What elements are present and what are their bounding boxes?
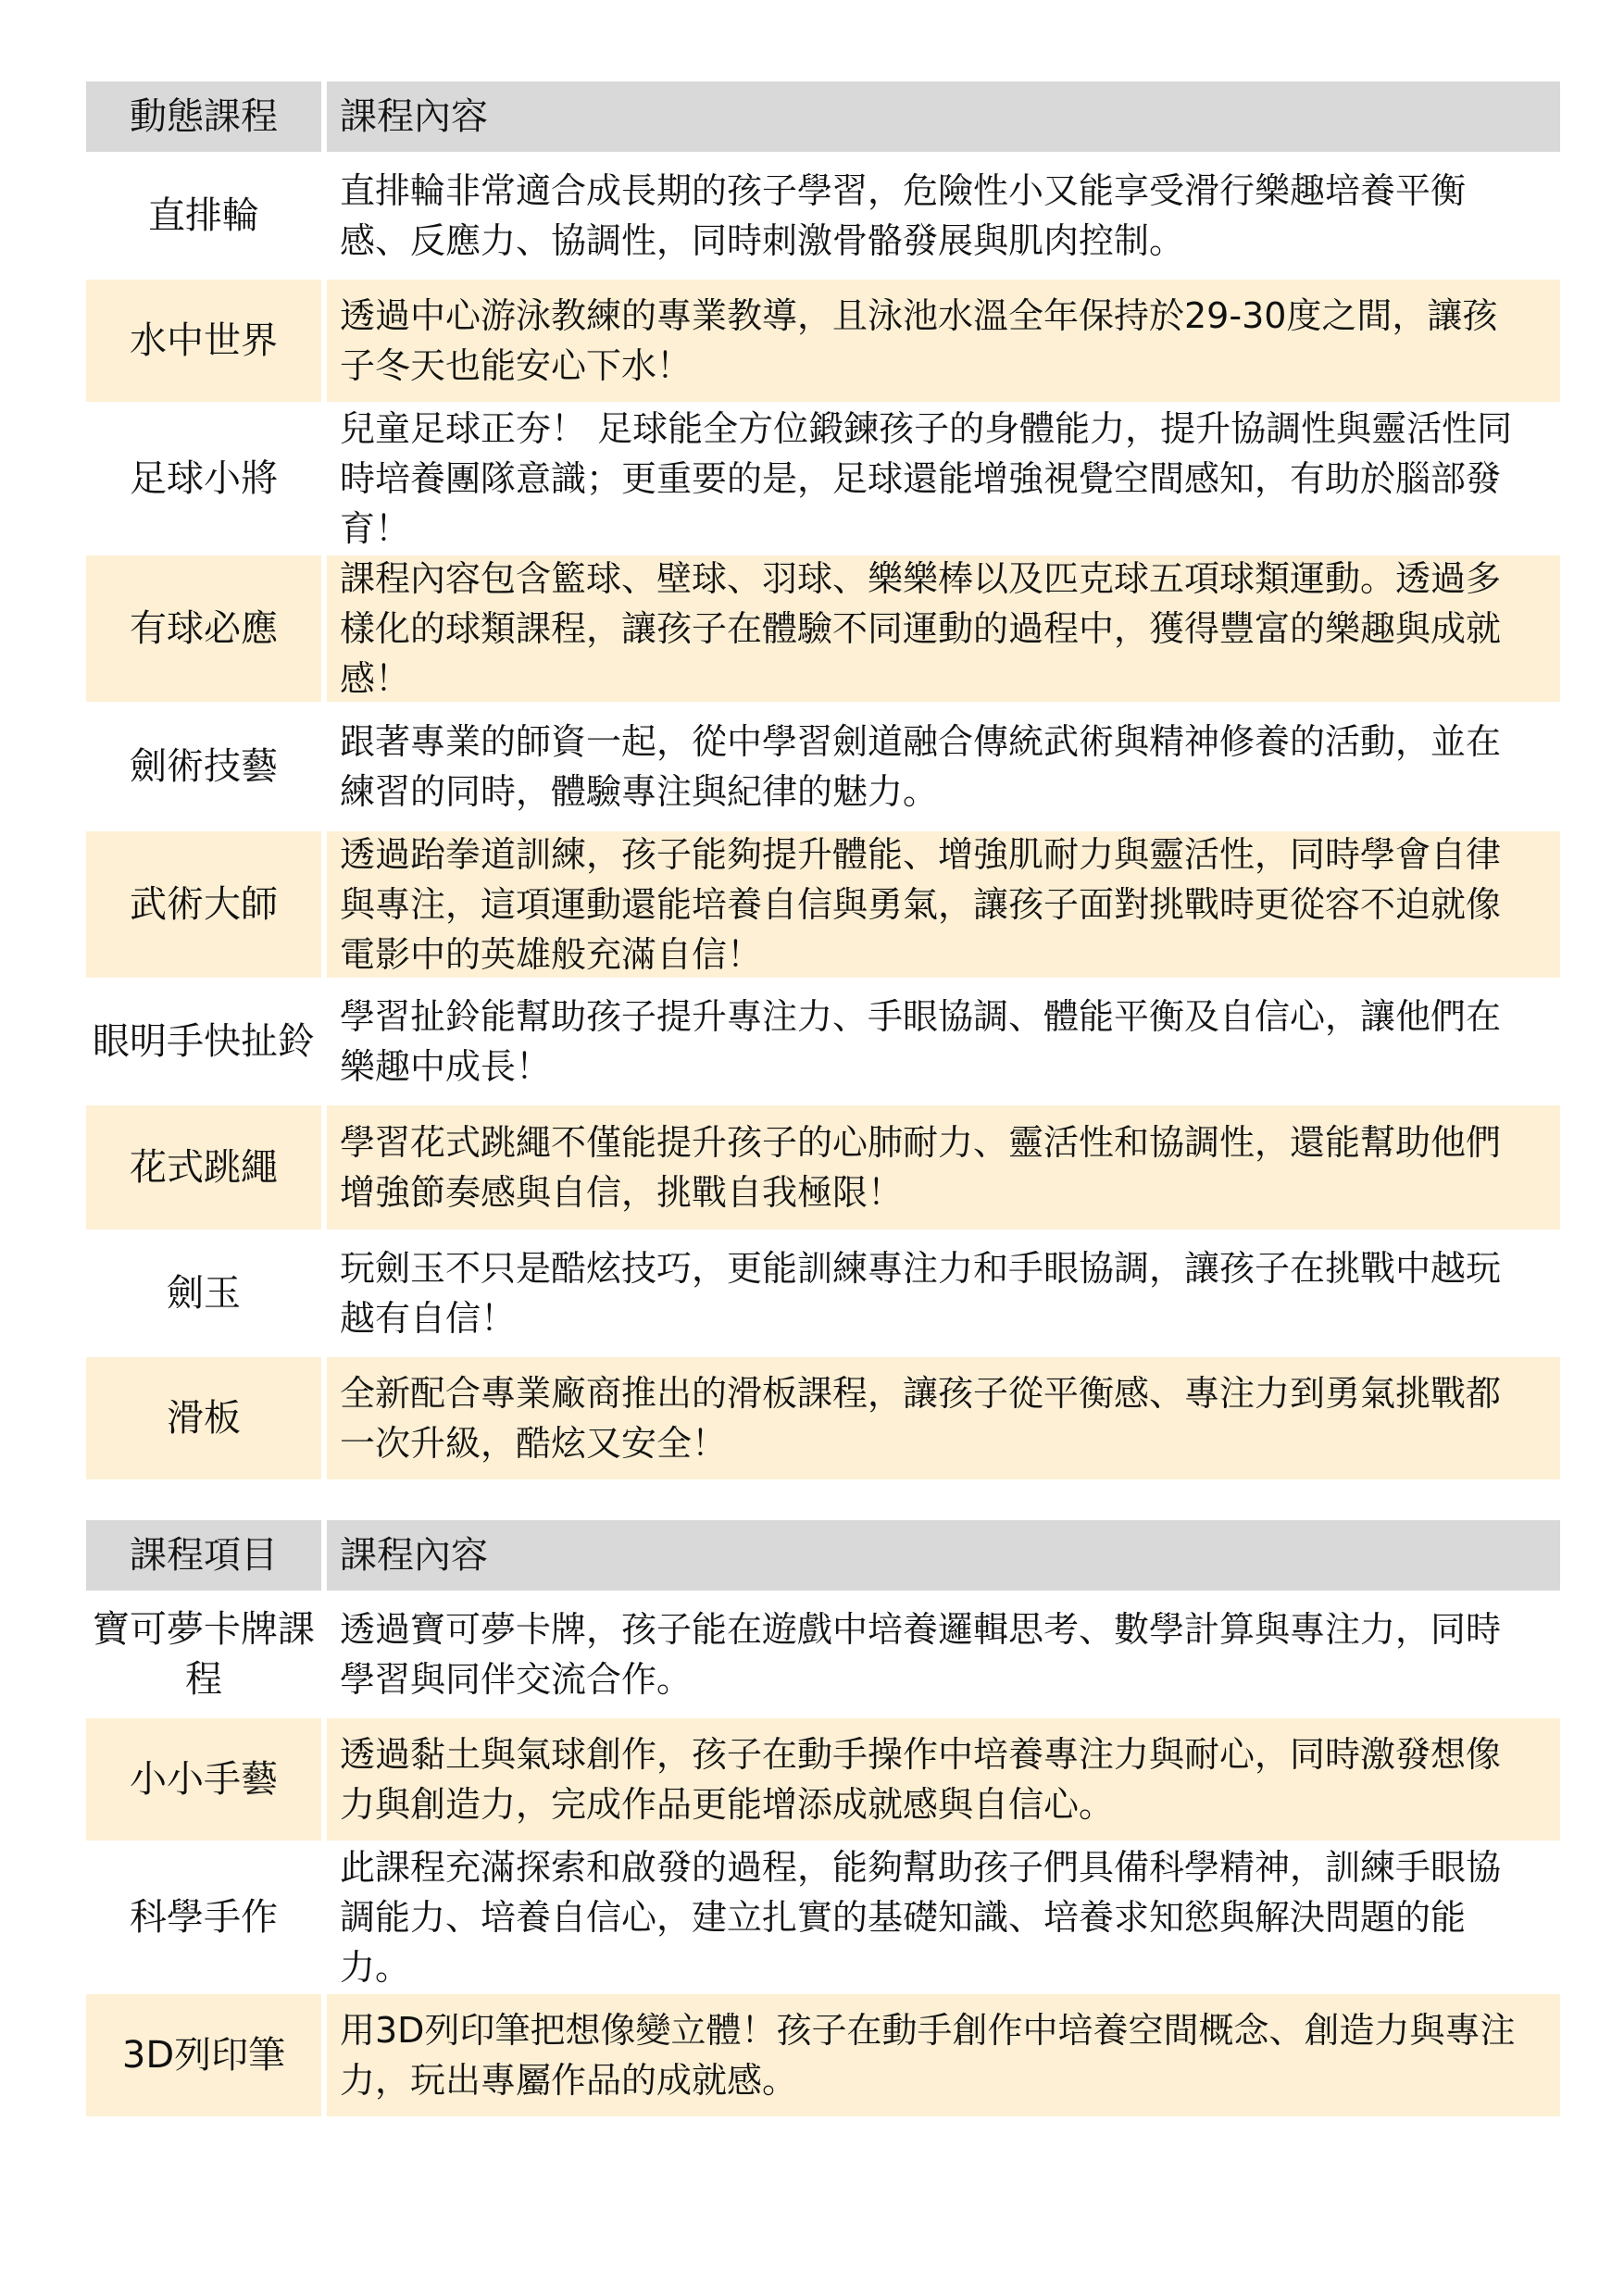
course-name: 3D列印筆 bbox=[86, 1994, 327, 2116]
column-header-content: 課程內容 bbox=[340, 95, 488, 138]
course-description: 兒童足球正夯！ 足球能全方位鍛鍊孩子的身體能力，提升協調性與靈活性同時培養團隊意識；更重要的是，足球還能增強視覺空間感知，有助於腦部發育！ bbox=[340, 408, 1513, 549]
course-name: 水中世界 bbox=[86, 280, 327, 402]
course-items-table bbox=[86, 1520, 1560, 2118]
course-name: 小小手藝 bbox=[86, 1718, 327, 1841]
table-row bbox=[86, 980, 1560, 1105]
course-name: 花式跳繩 bbox=[86, 1105, 327, 1229]
table-row bbox=[86, 280, 1560, 404]
course-name: 劍玉 bbox=[86, 1231, 327, 1355]
course-description: 學習扯鈴能幫助孩子提升專注力、手眼協調、體能平衡及自信心，讓他們在樂趣中成長！ bbox=[340, 996, 1502, 1087]
course-name: 寶可夢卡牌課程 bbox=[86, 1592, 327, 1716]
course-description: 全新配合專業廠商推出的滑板課程，讓孩子從平衡感、專注力到勇氣挑戰都一次升級，酷炫又安全！ bbox=[340, 1373, 1502, 1464]
table-row bbox=[86, 704, 1560, 831]
course-description: 用3D列印筆把想像變立體！孩子在動手創作中培養空間概念、創造力與專注力，玩出專屬作品的成就感。 bbox=[340, 2010, 1516, 2101]
course-name: 足球小將 bbox=[86, 404, 327, 554]
course-description: 課程內容包含籃球、壁球、羽球、樂樂棒以及匹克球五項球類運動。透過多樣化的球類課程，讓孩子在體驗不同運動的過程中，獲得豐富的樂趣與成就感！ bbox=[340, 558, 1502, 699]
table-row bbox=[86, 1994, 1560, 2118]
dynamic-courses-table bbox=[86, 81, 1560, 1481]
table-row bbox=[86, 404, 1560, 555]
course-name: 武術大師 bbox=[86, 831, 327, 978]
course-name: 科學手作 bbox=[86, 1842, 327, 1992]
table-row bbox=[86, 1231, 1560, 1357]
column-header-item: 課程項目 bbox=[86, 1520, 327, 1591]
table-row bbox=[86, 1592, 1560, 1718]
table-row bbox=[86, 1105, 1560, 1231]
table-row bbox=[86, 154, 1560, 280]
course-description: 透過黏土與氣球創作，孩子在動手操作中培養專注力與耐心，同時激發想像力與創造力，完成作品更能增添成就感與自信心。 bbox=[340, 1734, 1502, 1825]
column-header-course: 動態課程 bbox=[86, 81, 327, 152]
table-row bbox=[86, 555, 1560, 704]
table-row bbox=[86, 831, 1560, 980]
course-name: 直排輪 bbox=[86, 154, 327, 278]
course-name: 劍術技藝 bbox=[86, 704, 327, 830]
course-description: 學習花式跳繩不僅能提升孩子的心肺耐力、靈活性和協調性，還能幫助他們增強節奏感與自信，挑戰自我極限！ bbox=[340, 1122, 1502, 1213]
table-header bbox=[86, 81, 1560, 154]
column-header-content: 課程內容 bbox=[340, 1534, 488, 1577]
course-description: 跟著專業的師資一起，從中學習劍道融合傳統武術與精神修養的活動，並在練習的同時，體驗專注與紀律的魅力。 bbox=[340, 721, 1502, 812]
course-name: 有球必應 bbox=[86, 555, 327, 702]
table-row bbox=[86, 1357, 1560, 1481]
course-description: 此課程充滿探索和啟發的過程，能夠幫助孩子們具備科學精神，訓練手眼協調能力、培養自信心，建立扎實的基礎知識、培養求知慾與解決問題的能力。 bbox=[340, 1847, 1502, 1988]
course-description: 透過寶可夢卡牌，孩子能在遊戲中培養邏輯思考、數學計算與專注力，同時學習與同伴交流合作。 bbox=[340, 1609, 1502, 1700]
course-description: 玩劍玉不只是酷炫技巧，更能訓練專注力和手眼協調，讓孩子在挑戰中越玩越有自信！ bbox=[340, 1248, 1502, 1339]
course-name: 滑板 bbox=[86, 1357, 327, 1479]
table-row bbox=[86, 1718, 1560, 1842]
course-name: 眼明手快扯鈴 bbox=[86, 980, 327, 1104]
table-row bbox=[86, 1842, 1560, 1994]
course-description: 透過中心游泳教練的專業教導，且泳池水溫全年保持於29-30度之間，讓孩子冬天也能安心下水！ bbox=[340, 295, 1498, 386]
table-header bbox=[86, 1520, 1560, 1592]
course-description: 直排輪非常適合成長期的孩子學習，危險性小又能享受滑行樂趣培養平衡感、反應力、協調性，同時刺激骨骼發展與肌肉控制。 bbox=[340, 170, 1467, 261]
course-description: 透過跆拳道訓練，孩子能夠提升體能、增強肌耐力與靈活性，同時學會自律與專注，這項運動還能培養自信與勇氣，讓孩子面對挑戰時更從容不迫就像電影中的英雄般充滿自信！ bbox=[340, 834, 1502, 975]
